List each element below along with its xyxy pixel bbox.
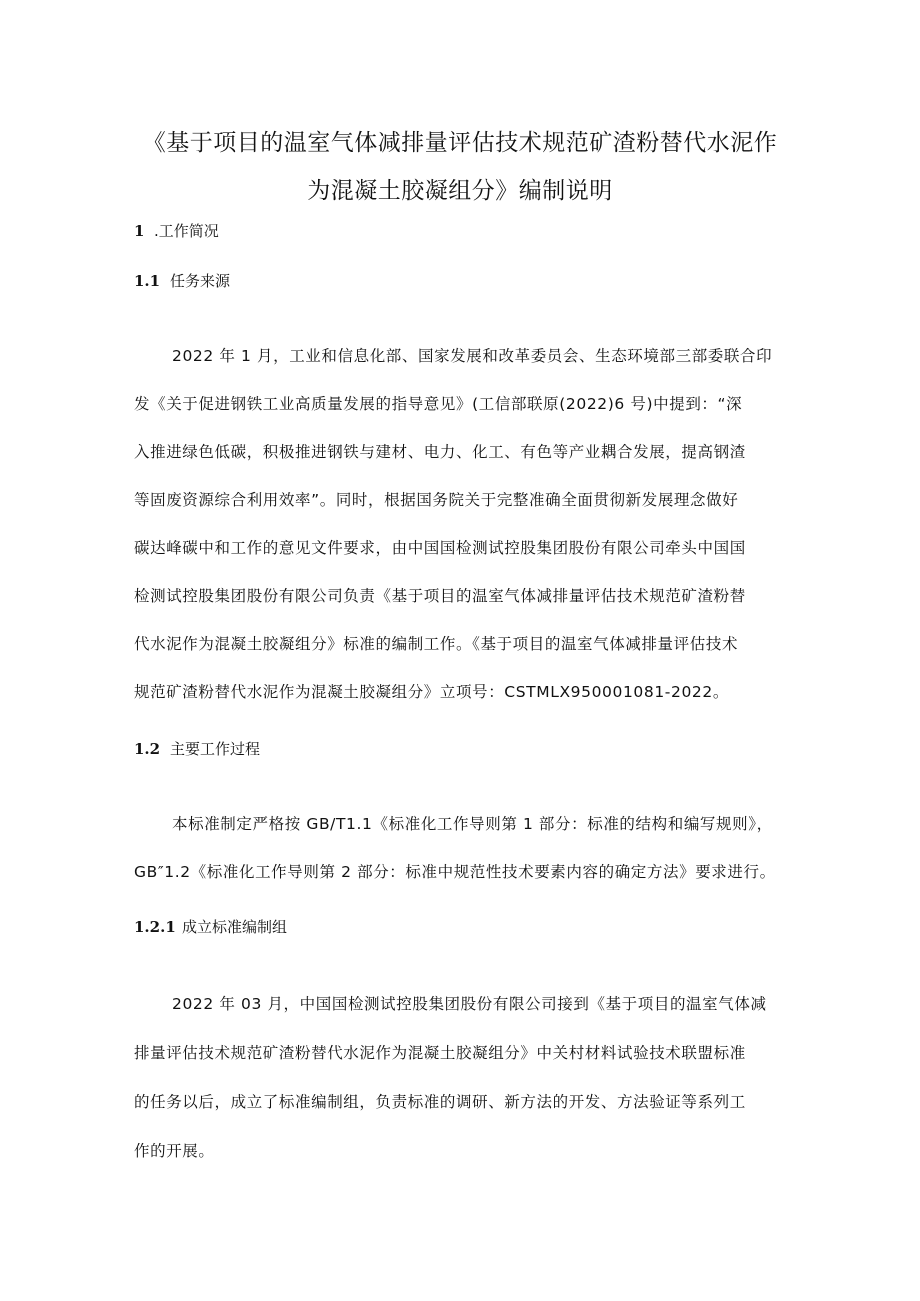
section-heading-1	[134, 220, 219, 241]
section-number: 1	[134, 222, 145, 240]
section-heading-1-2-1	[134, 916, 287, 937]
section-label: 主要工作过程	[170, 740, 261, 758]
paragraph1-line-3: 入推进绿色低碳，积极推进钢铁与建材、电力、化工、有色等产业耦合发展，提高钢渣	[134, 443, 746, 461]
paragraph3-line-4: 作的开展。	[134, 1142, 215, 1160]
paragraph1-line-8: 规范矿渣粉替代水泥作为混凝土胶凝组分》立项号：CSTMLX950001081-2022。	[134, 683, 729, 701]
section-heading-1-1	[134, 270, 230, 291]
paragraph1-line-7: 代水泥作为混凝土胶凝组分》标准的编制工作。《基于项目的温室气体减排量评估技术	[134, 635, 739, 653]
paragraph3-line-3: 的任务以后，成立了标准编制组，负责标准的调研、新方法的开发、方法验证等系列工	[134, 1093, 746, 1111]
section-label: 任务来源	[170, 272, 231, 290]
paragraph1-line-5: 碳达峰碳中和工作的意见文件要求，由中国国检测试控股集团股份有限公司牵头中国国	[134, 539, 746, 557]
paragraph1-line-2: 发《关于促进钢铁工业高质量发展的指导意见》(工信部联原(2022)6 号)中提到：“深	[134, 395, 743, 413]
section-label: 成立标准编制组	[182, 918, 288, 936]
paragraph1-line-4: 等固废资源综合利用效率”。同时，根据国务院关于完整准确全面贯彻新发展理念做好	[134, 491, 739, 509]
paragraph1-line-6: 检测试控股集团股份有限公司负责《基于项目的温室气体减排量评估技术规范矿渣粉替	[134, 587, 746, 605]
section-label: .工作简况	[154, 222, 219, 240]
section-number: 1.1	[134, 272, 161, 290]
section-number: 1.2	[134, 740, 161, 758]
paragraph3-line-2: 排量评估技术规范矿渣粉替代水泥作为混凝土胶凝组分》中关村材料试验技术联盟标准	[134, 1044, 746, 1062]
section-heading-1-2	[134, 738, 260, 759]
paragraph1-line-1: 2022 年 1 月，工业和信息化部、国家发展和改革委员会、生态环境部三部委联合印	[172, 347, 773, 365]
document-title-line-1: 《基于项目的温室气体减排量评估技术规范矿渣粉替代水泥作	[142, 130, 778, 156]
paragraph2-line-1: 本标准制定严格按 GB/T1.1《标准化工作导则第 1 部分：标准的结构和编写规则》，	[172, 815, 773, 833]
paragraph2-line-2: GB″1.2《标准化工作导则第 2 部分：标准中规范性技术要素内容的确定方法》要求进行。	[134, 863, 776, 881]
document-title-line-2: 为混凝土胶凝组分》编制说明	[307, 178, 613, 204]
paragraph3-line-1: 2022 年 03 月，中国国检测试控股集团股份有限公司接到《基于项目的温室气体减	[172, 995, 767, 1013]
section-number: 1.2.1	[134, 918, 176, 936]
